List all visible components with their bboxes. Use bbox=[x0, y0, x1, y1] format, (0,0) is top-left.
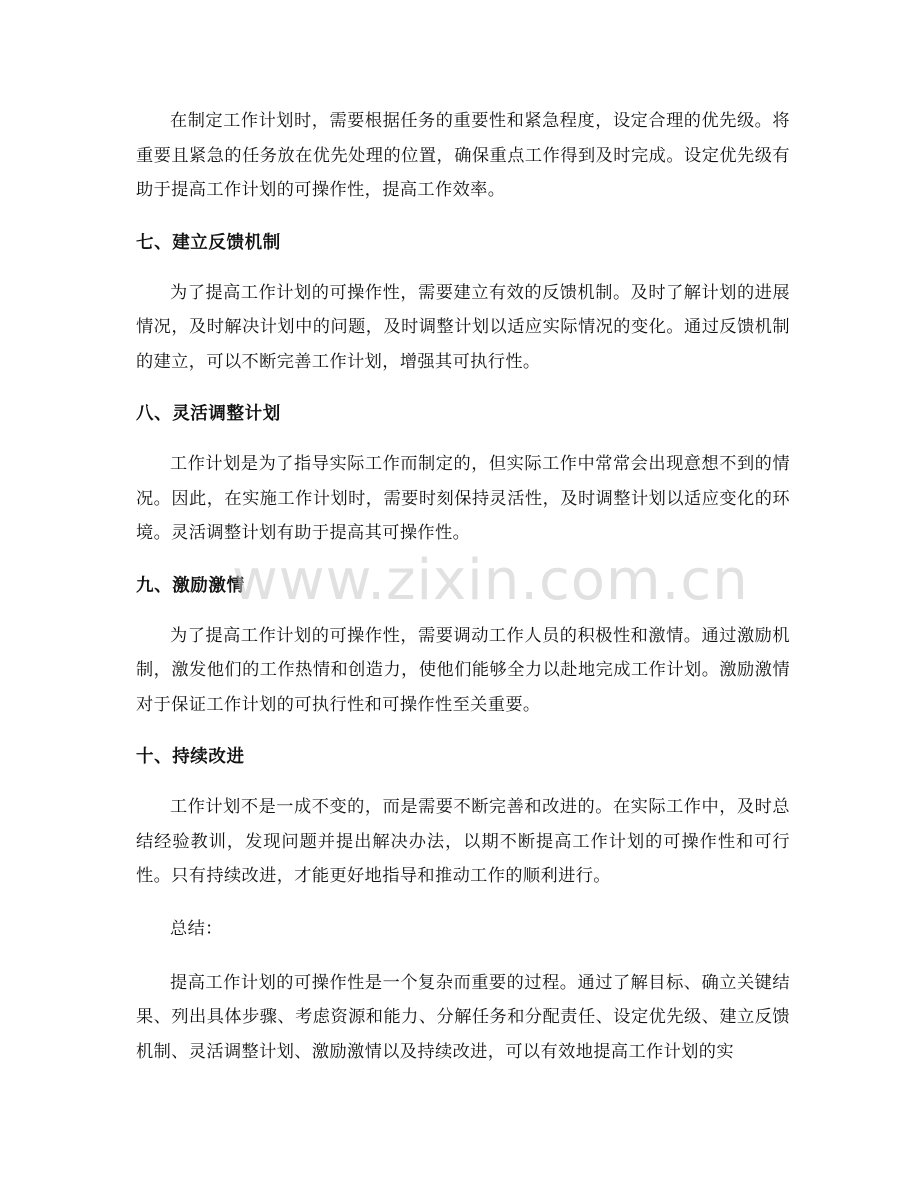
section-heading-10: 十、持续改进 bbox=[136, 747, 245, 767]
document-body bbox=[136, 104, 790, 1087]
paragraph-flexible: 工作计划是为了指导实际工作而制定的，但实际工作中常常会出现意想不到的情况。因此，在实施工作计划时，需要时刻保持灵活性，及时调整计划以适应变化的环境。灵活调整计划有助于提高其可操作性。 bbox=[136, 454, 790, 543]
section-heading-7: 七、建立反馈机制 bbox=[136, 232, 281, 253]
paragraph-improvement: 工作计划不是一成不变的，而是需要不断完善和改进的。在实际工作中，及时总结经验教训，发现问题并提出解决办法，以期不断提高工作计划的可操作性和可行性。只有持续改进，才能更好地指导和推动工作的顺利进行。 bbox=[136, 797, 790, 886]
paragraph-priority: 在制定工作计划时，需要根据任务的重要性和紧急程度，设定合理的优先级。将重要且紧急的任务放在优先处理的位置，确保重点工作得到及时完成。设定优先级有助于提高工作计划的可操作性，提高工作效率。 bbox=[136, 111, 790, 200]
section-heading-8: 八、灵活调整计划 bbox=[136, 404, 281, 424]
paragraph-feedback: 为了提高工作计划的可操作性，需要建立有效的反馈机制。及时了解计划的进展情况，及时解决计划中的问题，及时调整计划以适应实际情况的变化。通过反馈机制的建立，可以不断完善工作计划，增强其可执行性。 bbox=[136, 282, 790, 372]
watermark: www.zixin.com.cn bbox=[232, 548, 749, 613]
paragraph-motivation: 为了提高工作计划的可操作性，需要调动工作人员的积极性和激情。通过激励机制，激发他们的工作热情和创造力，使他们能够全力以赴地完成工作计划。激励激情对于保证工作计划的可执行性和可操作性至关重要。 bbox=[136, 625, 790, 715]
section-heading-9: 九、激励激情 bbox=[136, 575, 245, 596]
paragraph-summary: 提高工作计划的可操作性是一个复杂而重要的过程。通过了解目标、确立关键结果、列出具体步骤、考虑资源和能力、分解任务和分配责任、设定优先级、建立反馈机制、灵活调整计划、激励激情以及持续改进，可以有效地提高工作计划的实 bbox=[136, 972, 790, 1062]
summary-label: 总结： bbox=[170, 918, 223, 939]
